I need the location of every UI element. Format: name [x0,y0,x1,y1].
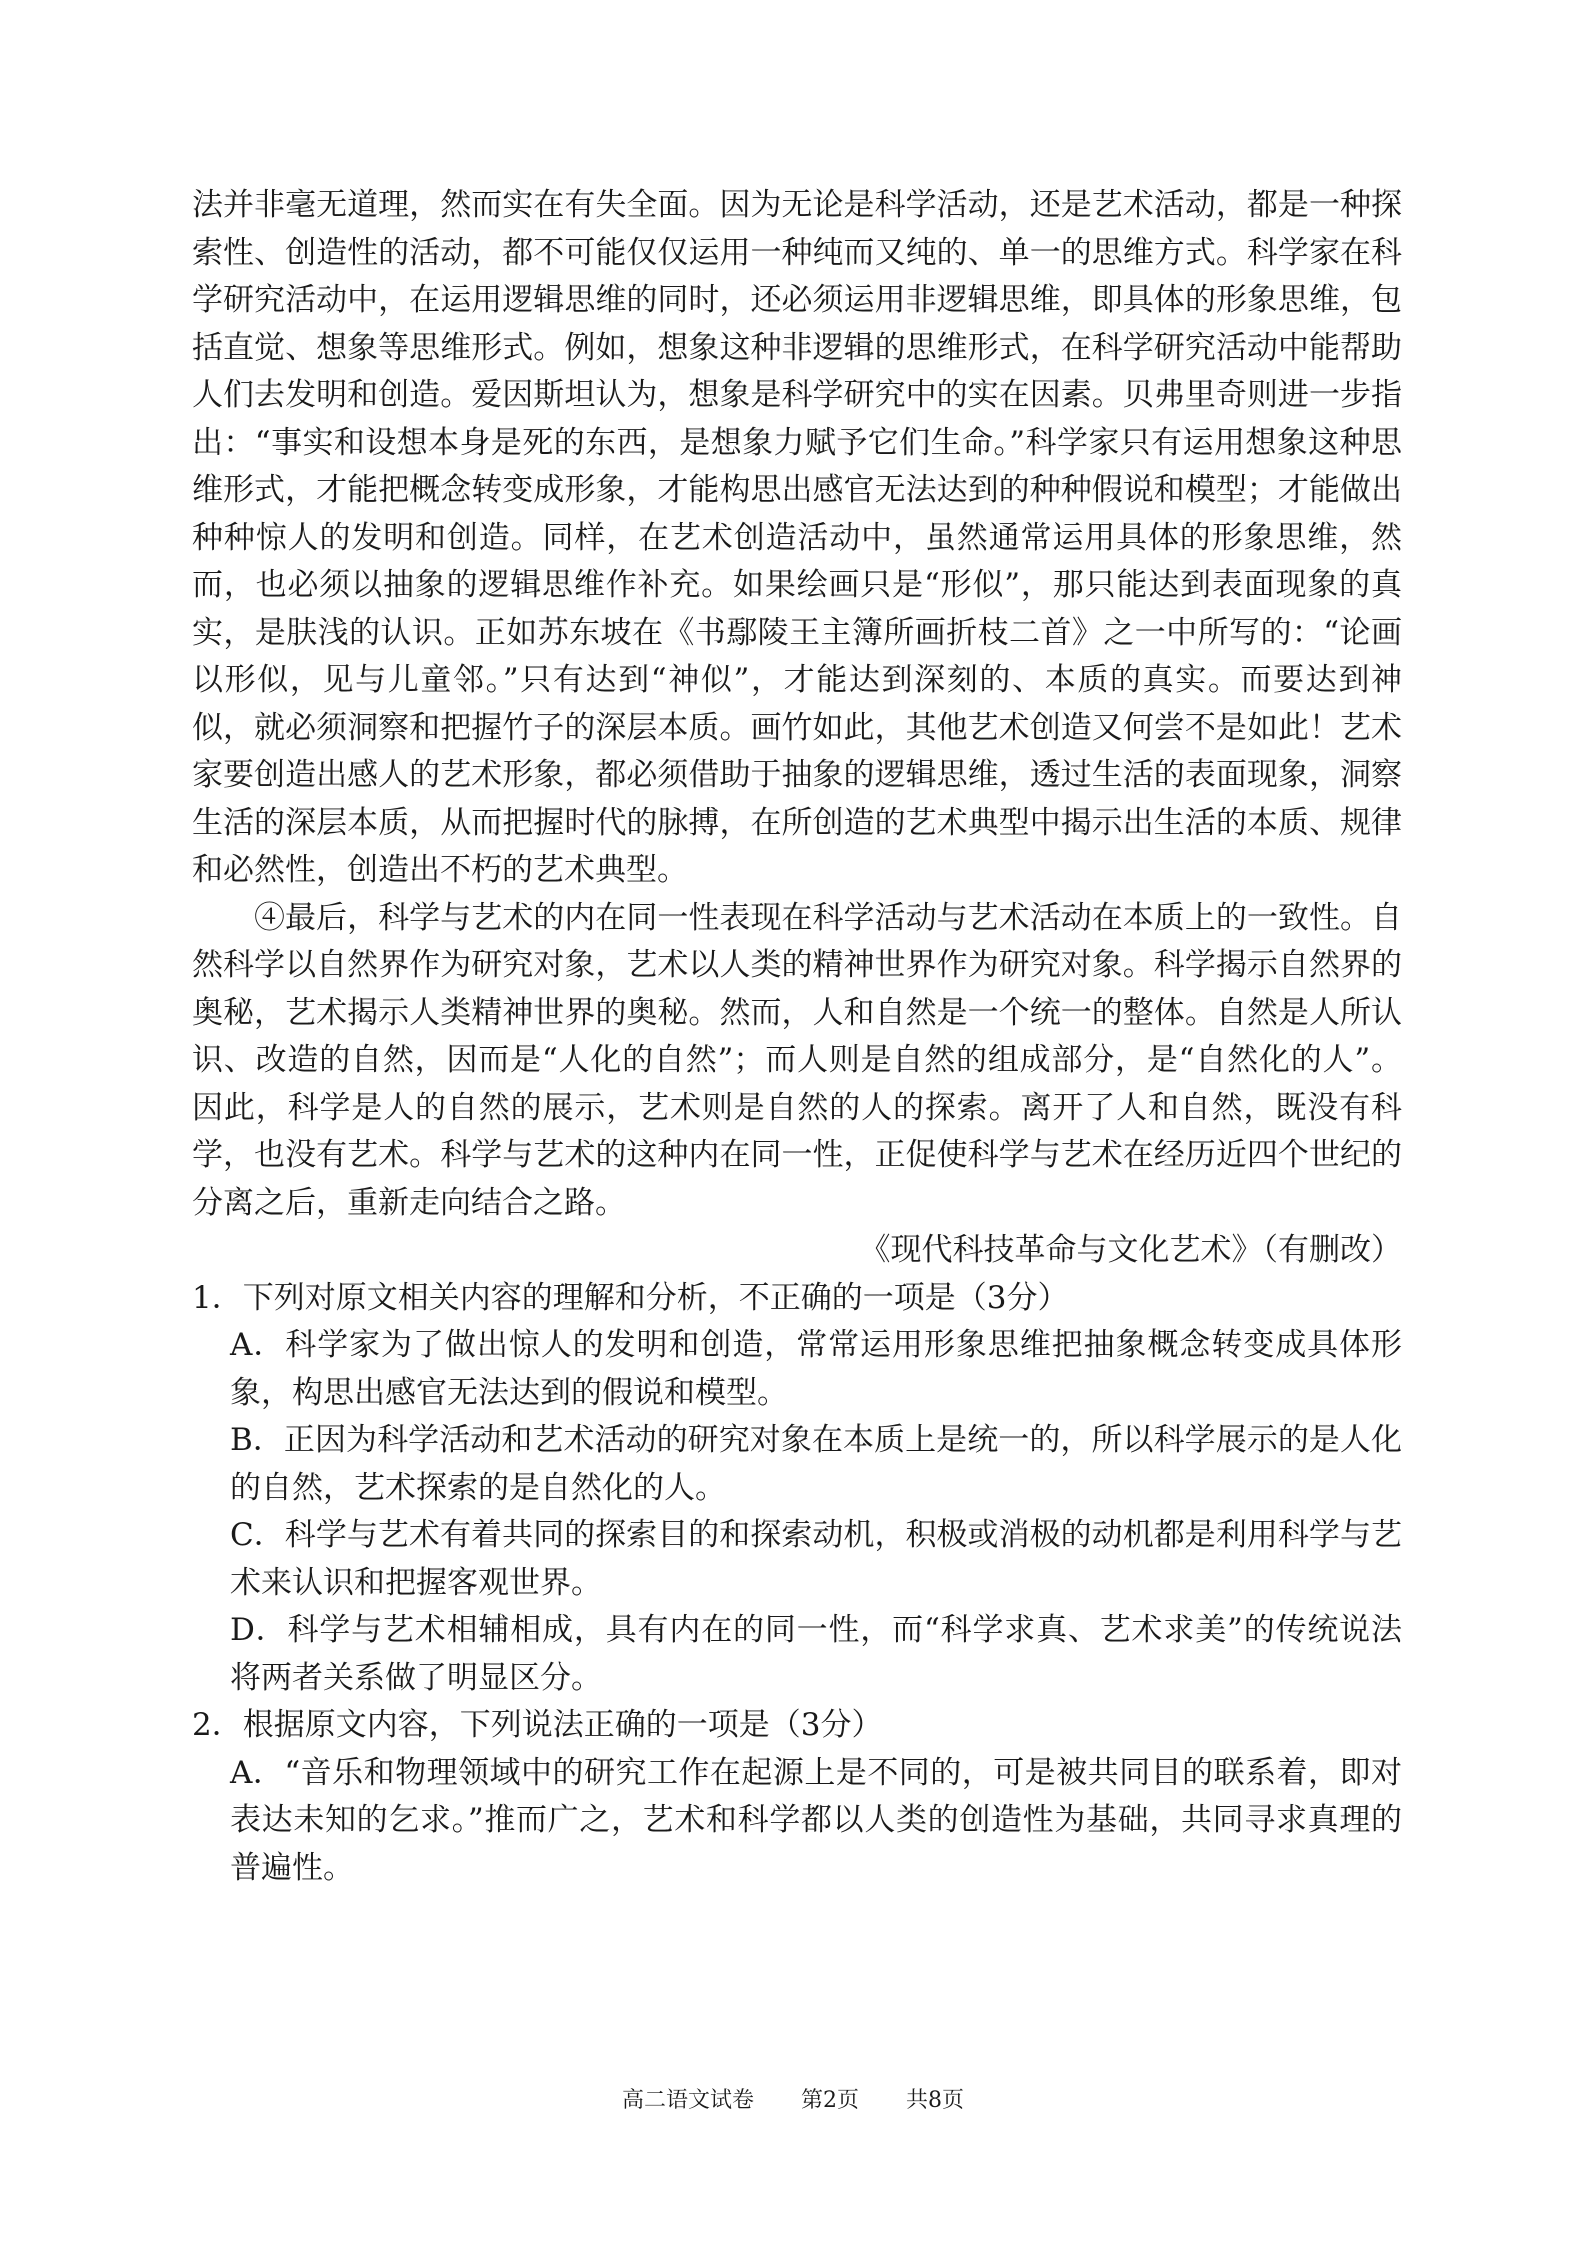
question-stem: 2．根据原文内容，下列说法正确的一项是（3分） [192,1707,883,1743]
question-1-option-a: A．科学家为了做出惊人的发明和创造，常常运用形象思维把抽象概念转变成具体形象，构思出感官无法达到的假说和模型。 [230,1327,1402,1411]
question-2 [192,1702,1402,1892]
question-1-option-b: B．正因为科学活动和艺术活动的研究对象在本质上是统一的，所以科学展示的是人化的自然，艺术探索的是自然化的人。 [230,1422,1402,1506]
question-1-option-d: D．科学与艺术相辅相成，具有内在的同一性，而“科学求真、艺术求美”的传统说法将两者关系做了明显区分。 [230,1612,1402,1696]
passage-source: 《现代科技革命与文化艺术》（有删改） [859,1232,1402,1268]
footer-page-total: 共8页 [906,2088,964,2113]
page-footer [0,2086,1586,2116]
passage-paragraph-4: ④最后，科学与艺术的内在同一性表现在科学活动与艺术活动在本质上的一致性。自然科学以自然界作为研究对象，艺术以人类的精神世界作为研究对象。科学揭示自然界的奥秘，艺术揭示人类精神世界的奥秘。然而，人和自然是一个统一的整体。自然是人所认识、改造的自然，因而是“人化的自然”；而人则是自然的组成部分，是“自然化的人”。因此，科学是人的自然的展示，艺术则是自然的人的探索。离开了人和自然，既没有科学，也没有艺术。科学与艺术的这种内在同一性，正促使科学与艺术在经历近四个世纪的分离之后，重新走向结合之路。 [192,899,1402,1221]
passage-paragraph-continued: 法并非毫无道理，然而实在有失全面。因为无论是科学活动，还是艺术活动，都是一种探索性、创造性的活动，都不可能仅仅运用一种纯而又纯的、单一的思维方式。科学家在科学研究活动中，在运用逻辑思维的同时，还必须运用非逻辑思维，即具体的形象思维，包括直觉、想象等思维形式。例如，想象这种非逻辑的思维形式，在科学研究活动中能帮助人们去发明和创造。爱因斯坦认为，想象是科学研究中的实在因素。贝弗里奇则进一步指出：“事实和设想本身是死的东西，是想象力赋予它们生命。”科学家只有运用想象这种思维形式，才能把概念转变成形象，才能构思出感官无法达到的种种假说和模型；才能做出种种惊人的发明和创造。同样，在艺术创造活动中，虽然通常运用具体的形象思维，然而，也必须以抽象的逻辑思维作补充。如果绘画只是“形似”，那只能达到表面现象的真实，是肤浅的认识。正如苏东坡在《书鄢陵王主簿所画折枝二首》之一中所写的：“论画以形似，见与儿童邻。”只有达到“神似”，才能达到深刻的、本质的真实。而要达到神似，就必须洞察和把握竹子的深层本质。画竹如此，其他艺术创造又何尝不是如此！艺术家要创造出感人的艺术形象，都必须借助于抽象的逻辑思维，透过生活的表面现象，洞察生活的深层本质，从而把握时代的脉搏，在所创造的艺术典型中揭示出生活的本质、规律和必然性，创造出不朽的艺术典型。 [192,187,1402,888]
question-1 [192,1275,1402,1703]
page-body [192,182,1402,1892]
question-1-option-c: C．科学与艺术有着共同的探索目的和探索动机，积极或消极的动机都是利用科学与艺术来认识和把握客观世界。 [230,1517,1402,1601]
question-stem: 1．下列对原文相关内容的理解和分析，不正确的一项是（3分） [192,1279,1069,1316]
footer-exam-name: 高二语文试卷 [621,2088,754,2113]
question-2-option-a: A．“音乐和物理领域中的研究工作在起源上是不同的，可是被共同目的联系着，即对表达未知的乞求。”推而广之，艺术和科学都以人类的创造性为基础，共同寻求真理的普遍性。 [230,1754,1402,1886]
footer-page-number: 第2页 [801,2088,859,2113]
